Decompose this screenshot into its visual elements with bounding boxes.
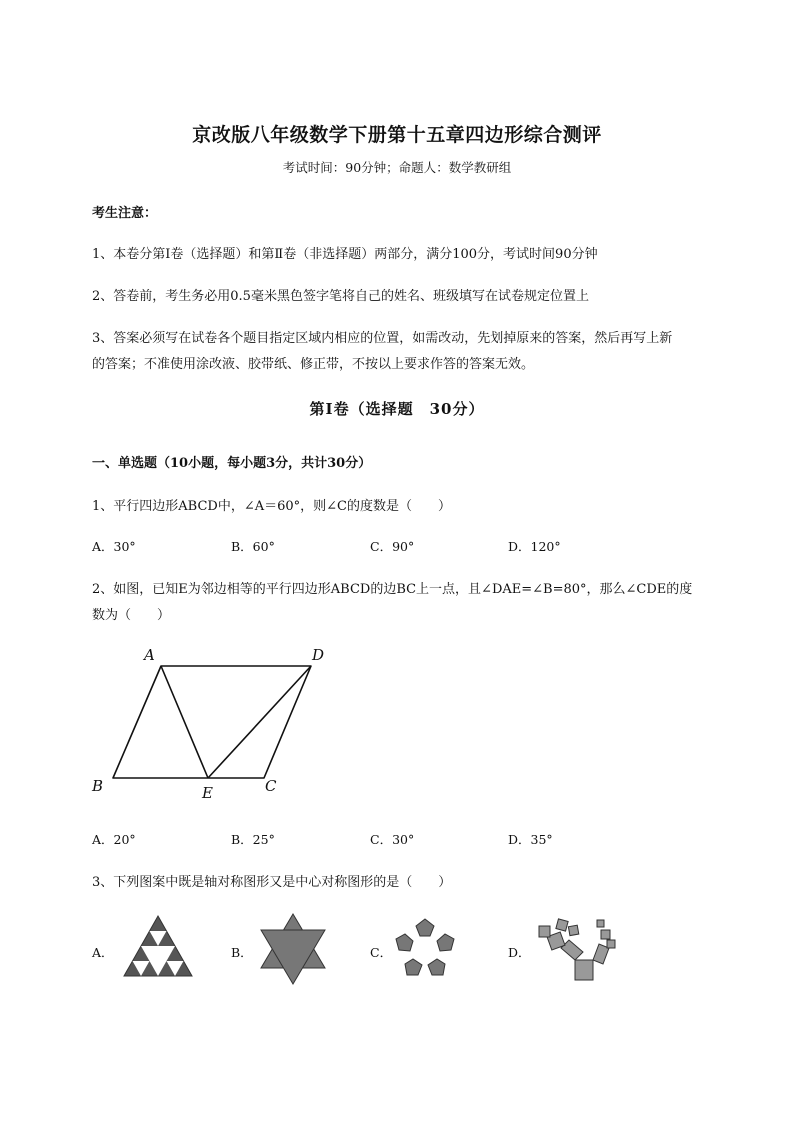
question-3-option-d[interactable]: D． [508,945,531,960]
notice-item: 的答案；不准使用涂改液、胶带纸、修正带，不按以上要求作答的答案无效。 [92,357,535,372]
page-title: 京改版八年级数学下册第十五章四边形综合测评 [192,124,602,146]
segment-de [208,666,311,778]
six-pointed-star-figure [258,912,328,986]
question-3-stem: 3、下列图案中既是轴对称图形又是中心对称图形的是（ ） [92,875,452,890]
exam-info: 考试时间：90分钟；命题人：数学教研组 [282,160,512,175]
question-1-option-b[interactable]: B．60° [231,539,275,554]
vertex-label-d: D [312,646,325,664]
part-heading: 一、单选题（10小题，每小题3分，共计30分） [92,456,372,471]
question-2-option-b[interactable]: B．25° [231,832,275,847]
question-2-option-c[interactable]: C．30° [370,832,415,847]
pentagon-ring-figure [392,917,458,981]
parallelogram-abcd [113,666,311,778]
question-3-option-a[interactable]: A． [92,945,114,960]
question-3-option-b[interactable]: B． [231,945,253,960]
vertex-label-b: B [92,777,104,795]
question-1-option-c[interactable]: C．90° [370,539,415,554]
vertex-label-a: A [144,646,155,664]
question-2-stem: 2、如图，已知E为邻边相等的平行四边形ABCD的边BC上一点，且∠DAE=∠B=80°，那么∠CDE的度 [92,582,693,597]
pythagoras-tree-figure [535,912,619,984]
section-title: 第I卷（选择题 30分） [309,400,485,418]
vertex-label-c: C [265,777,277,795]
question-1-option-d[interactable]: D．120° [508,539,561,554]
sierpinski-triangle-figure [122,914,194,978]
notice-item: 3、答案必须写在试卷各个题目指定区域内相应的位置，如需改动，先划掉原来的答案，然后再写上新 [92,331,673,346]
question-2-option-a[interactable]: A．20° [92,832,136,847]
parallelogram-figure [86,640,346,805]
question-3-option-c[interactable]: C． [370,945,393,960]
question-2-option-d[interactable]: D．35° [508,832,553,847]
question-2-stem: 数为（ ） [92,608,171,623]
question-1-stem: 1、平行四边形ABCD中，∠A＝60°，则∠C的度数是（ ） [92,499,451,514]
notice-item: 2、答卷前，考生务必用0.5毫米黑色签字笔将自己的姓名、班级填写在试卷规定位置上 [92,289,589,304]
notice-item: 1、本卷分第I卷（选择题）和第Ⅱ卷（非选择题）两部分，满分100分，考试时间90分钟 [92,247,598,262]
vertex-label-e: E [202,784,213,802]
question-1-option-a[interactable]: A．30° [92,539,136,554]
segment-ae [161,666,208,778]
notice-heading: 考生注意： [92,206,158,221]
